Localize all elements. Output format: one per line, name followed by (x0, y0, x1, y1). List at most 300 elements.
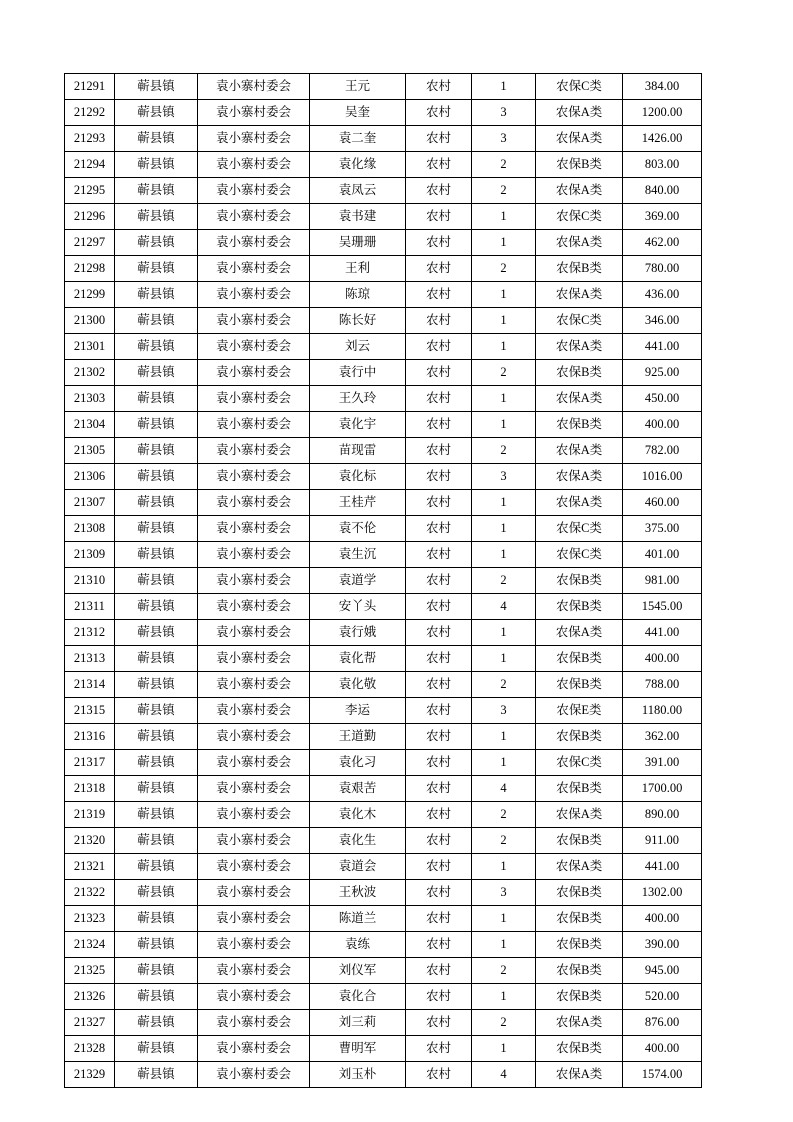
insurance-category-cell: 农保A类 (536, 620, 623, 646)
person-name-cell: 王秋波 (310, 880, 406, 906)
person-count-cell: 1 (472, 854, 536, 880)
person-name-cell: 刘云 (310, 334, 406, 360)
serial-number-cell: 21310 (65, 568, 115, 594)
residence-type-cell: 农村 (406, 334, 472, 360)
table-row (65, 412, 702, 438)
village-committee-cell: 袁小寨村委会 (198, 1010, 310, 1036)
town-name-cell: 蕲县镇 (115, 880, 198, 906)
person-name-cell: 袁化标 (310, 464, 406, 490)
amount-cell: 520.00 (623, 984, 702, 1010)
residence-type-cell: 农村 (406, 178, 472, 204)
person-name-cell: 袁道学 (310, 568, 406, 594)
insurance-category-cell: 农保A类 (536, 490, 623, 516)
table-row (65, 464, 702, 490)
table-row (65, 386, 702, 412)
amount-cell: 945.00 (623, 958, 702, 984)
village-committee-cell: 袁小寨村委会 (198, 412, 310, 438)
residence-type-cell: 农村 (406, 750, 472, 776)
table-row (65, 516, 702, 542)
town-name-cell: 蕲县镇 (115, 360, 198, 386)
town-name-cell: 蕲县镇 (115, 932, 198, 958)
amount-cell: 1302.00 (623, 880, 702, 906)
serial-number-cell: 21303 (65, 386, 115, 412)
table-row (65, 334, 702, 360)
town-name-cell: 蕲县镇 (115, 906, 198, 932)
insurance-category-cell: 农保A类 (536, 178, 623, 204)
town-name-cell: 蕲县镇 (115, 230, 198, 256)
amount-cell: 460.00 (623, 490, 702, 516)
table-row (65, 256, 702, 282)
amount-cell: 391.00 (623, 750, 702, 776)
residence-type-cell: 农村 (406, 568, 472, 594)
village-committee-cell: 袁小寨村委会 (198, 334, 310, 360)
person-count-cell: 1 (472, 620, 536, 646)
village-committee-cell: 袁小寨村委会 (198, 1062, 310, 1088)
insurance-category-cell: 农保B类 (536, 152, 623, 178)
serial-number-cell: 21323 (65, 906, 115, 932)
person-name-cell: 袁化生 (310, 828, 406, 854)
residence-type-cell: 农村 (406, 802, 472, 828)
person-count-cell: 1 (472, 750, 536, 776)
table-row (65, 672, 702, 698)
town-name-cell: 蕲县镇 (115, 672, 198, 698)
person-count-cell: 4 (472, 1062, 536, 1088)
residence-type-cell: 农村 (406, 880, 472, 906)
table-row (65, 152, 702, 178)
residence-type-cell: 农村 (406, 308, 472, 334)
town-name-cell: 蕲县镇 (115, 334, 198, 360)
town-name-cell: 蕲县镇 (115, 178, 198, 204)
town-name-cell: 蕲县镇 (115, 100, 198, 126)
table-row (65, 308, 702, 334)
insurance-category-cell: 农保B类 (536, 880, 623, 906)
town-name-cell: 蕲县镇 (115, 490, 198, 516)
person-name-cell: 曹明军 (310, 1036, 406, 1062)
town-name-cell: 蕲县镇 (115, 1010, 198, 1036)
serial-number-cell: 21325 (65, 958, 115, 984)
village-committee-cell: 袁小寨村委会 (198, 152, 310, 178)
residence-type-cell: 农村 (406, 542, 472, 568)
table-row (65, 854, 702, 880)
town-name-cell: 蕲县镇 (115, 438, 198, 464)
amount-cell: 840.00 (623, 178, 702, 204)
residence-type-cell: 农村 (406, 126, 472, 152)
data-table (64, 73, 702, 1088)
town-name-cell: 蕲县镇 (115, 386, 198, 412)
residence-type-cell: 农村 (406, 204, 472, 230)
person-name-cell: 袁道会 (310, 854, 406, 880)
person-name-cell: 袁化帮 (310, 646, 406, 672)
table-row (65, 100, 702, 126)
residence-type-cell: 农村 (406, 594, 472, 620)
amount-cell: 362.00 (623, 724, 702, 750)
amount-cell: 401.00 (623, 542, 702, 568)
amount-cell: 876.00 (623, 1010, 702, 1036)
residence-type-cell: 农村 (406, 386, 472, 412)
insurance-category-cell: 农保B类 (536, 958, 623, 984)
person-name-cell: 袁行娥 (310, 620, 406, 646)
amount-cell: 1426.00 (623, 126, 702, 152)
person-count-cell: 2 (472, 828, 536, 854)
person-name-cell: 袁行中 (310, 360, 406, 386)
town-name-cell: 蕲县镇 (115, 74, 198, 100)
insurance-category-cell: 农保C类 (536, 516, 623, 542)
serial-number-cell: 21293 (65, 126, 115, 152)
person-count-cell: 2 (472, 152, 536, 178)
residence-type-cell: 农村 (406, 646, 472, 672)
village-committee-cell: 袁小寨村委会 (198, 516, 310, 542)
town-name-cell: 蕲县镇 (115, 464, 198, 490)
residence-type-cell: 农村 (406, 516, 472, 542)
residence-type-cell: 农村 (406, 932, 472, 958)
town-name-cell: 蕲县镇 (115, 542, 198, 568)
serial-number-cell: 21316 (65, 724, 115, 750)
person-count-cell: 1 (472, 334, 536, 360)
village-committee-cell: 袁小寨村委会 (198, 880, 310, 906)
table-row (65, 984, 702, 1010)
insurance-category-cell: 农保B类 (536, 594, 623, 620)
village-committee-cell: 袁小寨村委会 (198, 256, 310, 282)
table-row (65, 178, 702, 204)
person-count-cell: 1 (472, 308, 536, 334)
table-row (65, 438, 702, 464)
village-committee-cell: 袁小寨村委会 (198, 1036, 310, 1062)
person-count-cell: 4 (472, 594, 536, 620)
insurance-category-cell: 农保B类 (536, 932, 623, 958)
person-count-cell: 2 (472, 672, 536, 698)
residence-type-cell: 农村 (406, 854, 472, 880)
insurance-category-cell: 农保A类 (536, 854, 623, 880)
residence-type-cell: 农村 (406, 412, 472, 438)
town-name-cell: 蕲县镇 (115, 412, 198, 438)
serial-number-cell: 21307 (65, 490, 115, 516)
town-name-cell: 蕲县镇 (115, 308, 198, 334)
village-committee-cell: 袁小寨村委会 (198, 932, 310, 958)
serial-number-cell: 21298 (65, 256, 115, 282)
person-name-cell: 袁凤云 (310, 178, 406, 204)
town-name-cell: 蕲县镇 (115, 594, 198, 620)
town-name-cell: 蕲县镇 (115, 724, 198, 750)
village-committee-cell: 袁小寨村委会 (198, 984, 310, 1010)
person-count-cell: 1 (472, 204, 536, 230)
person-name-cell: 王利 (310, 256, 406, 282)
serial-number-cell: 21328 (65, 1036, 115, 1062)
insurance-category-cell: 农保A类 (536, 438, 623, 464)
serial-number-cell: 21306 (65, 464, 115, 490)
amount-cell: 441.00 (623, 620, 702, 646)
town-name-cell: 蕲县镇 (115, 1036, 198, 1062)
residence-type-cell: 农村 (406, 256, 472, 282)
residence-type-cell: 农村 (406, 438, 472, 464)
person-name-cell: 苗现雷 (310, 438, 406, 464)
person-name-cell: 袁练 (310, 932, 406, 958)
town-name-cell: 蕲县镇 (115, 750, 198, 776)
insurance-category-cell: 农保C类 (536, 308, 623, 334)
town-name-cell: 蕲县镇 (115, 568, 198, 594)
person-name-cell: 袁化缘 (310, 152, 406, 178)
amount-cell: 400.00 (623, 646, 702, 672)
serial-number-cell: 21312 (65, 620, 115, 646)
town-name-cell: 蕲县镇 (115, 516, 198, 542)
table-row (65, 1010, 702, 1036)
village-committee-cell: 袁小寨村委会 (198, 776, 310, 802)
town-name-cell: 蕲县镇 (115, 776, 198, 802)
amount-cell: 1545.00 (623, 594, 702, 620)
insurance-category-cell: 农保A类 (536, 802, 623, 828)
serial-number-cell: 21305 (65, 438, 115, 464)
serial-number-cell: 21309 (65, 542, 115, 568)
amount-cell: 390.00 (623, 932, 702, 958)
residence-type-cell: 农村 (406, 360, 472, 386)
village-committee-cell: 袁小寨村委会 (198, 672, 310, 698)
person-count-cell: 2 (472, 256, 536, 282)
person-count-cell: 4 (472, 776, 536, 802)
person-name-cell: 袁化木 (310, 802, 406, 828)
insurance-category-cell: 农保A类 (536, 282, 623, 308)
village-committee-cell: 袁小寨村委会 (198, 100, 310, 126)
amount-cell: 462.00 (623, 230, 702, 256)
amount-cell: 436.00 (623, 282, 702, 308)
person-name-cell: 陈琼 (310, 282, 406, 308)
village-committee-cell: 袁小寨村委会 (198, 542, 310, 568)
table-row (65, 230, 702, 256)
person-count-cell: 1 (472, 542, 536, 568)
town-name-cell: 蕲县镇 (115, 958, 198, 984)
serial-number-cell: 21315 (65, 698, 115, 724)
insurance-category-cell: 农保B类 (536, 672, 623, 698)
residence-type-cell: 农村 (406, 776, 472, 802)
village-committee-cell: 袁小寨村委会 (198, 126, 310, 152)
person-count-cell: 2 (472, 438, 536, 464)
insurance-category-cell: 农保A类 (536, 100, 623, 126)
amount-cell: 441.00 (623, 334, 702, 360)
table-row (65, 958, 702, 984)
village-committee-cell: 袁小寨村委会 (198, 620, 310, 646)
serial-number-cell: 21313 (65, 646, 115, 672)
amount-cell: 911.00 (623, 828, 702, 854)
amount-cell: 400.00 (623, 1036, 702, 1062)
insurance-category-cell: 农保B类 (536, 906, 623, 932)
serial-number-cell: 21294 (65, 152, 115, 178)
amount-cell: 441.00 (623, 854, 702, 880)
person-count-cell: 3 (472, 880, 536, 906)
serial-number-cell: 21326 (65, 984, 115, 1010)
residence-type-cell: 农村 (406, 464, 472, 490)
table-row (65, 880, 702, 906)
person-name-cell: 刘玉朴 (310, 1062, 406, 1088)
village-committee-cell: 袁小寨村委会 (198, 386, 310, 412)
serial-number-cell: 21300 (65, 308, 115, 334)
residence-type-cell: 农村 (406, 152, 472, 178)
person-count-cell: 3 (472, 100, 536, 126)
table-row (65, 802, 702, 828)
amount-cell: 925.00 (623, 360, 702, 386)
amount-cell: 400.00 (623, 906, 702, 932)
amount-cell: 1574.00 (623, 1062, 702, 1088)
serial-number-cell: 21329 (65, 1062, 115, 1088)
village-committee-cell: 袁小寨村委会 (198, 282, 310, 308)
serial-number-cell: 21301 (65, 334, 115, 360)
person-name-cell: 李运 (310, 698, 406, 724)
insurance-category-cell: 农保B类 (536, 776, 623, 802)
person-name-cell: 袁化宇 (310, 412, 406, 438)
village-committee-cell: 袁小寨村委会 (198, 906, 310, 932)
person-count-cell: 1 (472, 984, 536, 1010)
person-name-cell: 安丫头 (310, 594, 406, 620)
serial-number-cell: 21317 (65, 750, 115, 776)
person-name-cell: 袁化习 (310, 750, 406, 776)
town-name-cell: 蕲县镇 (115, 802, 198, 828)
table-row (65, 906, 702, 932)
village-committee-cell: 袁小寨村委会 (198, 438, 310, 464)
serial-number-cell: 21304 (65, 412, 115, 438)
serial-number-cell: 21291 (65, 74, 115, 100)
person-count-cell: 1 (472, 412, 536, 438)
serial-number-cell: 21302 (65, 360, 115, 386)
village-committee-cell: 袁小寨村委会 (198, 698, 310, 724)
town-name-cell: 蕲县镇 (115, 620, 198, 646)
insurance-category-cell: 农保A类 (536, 126, 623, 152)
table-row (65, 724, 702, 750)
village-committee-cell: 袁小寨村委会 (198, 646, 310, 672)
person-name-cell: 吴奎 (310, 100, 406, 126)
table-row (65, 1036, 702, 1062)
person-name-cell: 陈道兰 (310, 906, 406, 932)
serial-number-cell: 21320 (65, 828, 115, 854)
person-count-cell: 1 (472, 1036, 536, 1062)
village-committee-cell: 袁小寨村委会 (198, 74, 310, 100)
person-count-cell: 2 (472, 802, 536, 828)
village-committee-cell: 袁小寨村委会 (198, 490, 310, 516)
table-row (65, 594, 702, 620)
residence-type-cell: 农村 (406, 958, 472, 984)
residence-type-cell: 农村 (406, 74, 472, 100)
table-row (65, 542, 702, 568)
village-committee-cell: 袁小寨村委会 (198, 568, 310, 594)
person-name-cell: 袁二奎 (310, 126, 406, 152)
amount-cell: 346.00 (623, 308, 702, 334)
town-name-cell: 蕲县镇 (115, 152, 198, 178)
insurance-category-cell: 农保B类 (536, 360, 623, 386)
village-committee-cell: 袁小寨村委会 (198, 204, 310, 230)
person-count-cell: 2 (472, 958, 536, 984)
table-row (65, 932, 702, 958)
insurance-category-cell: 农保A类 (536, 334, 623, 360)
table-row (65, 74, 702, 100)
residence-type-cell: 农村 (406, 282, 472, 308)
residence-type-cell: 农村 (406, 906, 472, 932)
amount-cell: 369.00 (623, 204, 702, 230)
insurance-category-cell: 农保C类 (536, 542, 623, 568)
town-name-cell: 蕲县镇 (115, 204, 198, 230)
table-row (65, 490, 702, 516)
residence-type-cell: 农村 (406, 1010, 472, 1036)
insurance-category-cell: 农保C类 (536, 74, 623, 100)
town-name-cell: 蕲县镇 (115, 126, 198, 152)
serial-number-cell: 21319 (65, 802, 115, 828)
amount-cell: 803.00 (623, 152, 702, 178)
residence-type-cell: 农村 (406, 100, 472, 126)
person-count-cell: 3 (472, 698, 536, 724)
person-count-cell: 2 (472, 1010, 536, 1036)
person-count-cell: 3 (472, 126, 536, 152)
person-count-cell: 2 (472, 178, 536, 204)
residence-type-cell: 农村 (406, 672, 472, 698)
amount-cell: 1180.00 (623, 698, 702, 724)
person-name-cell: 刘三莉 (310, 1010, 406, 1036)
town-name-cell: 蕲县镇 (115, 698, 198, 724)
table-row (65, 698, 702, 724)
person-count-cell: 1 (472, 74, 536, 100)
amount-cell: 1016.00 (623, 464, 702, 490)
serial-number-cell: 21322 (65, 880, 115, 906)
residence-type-cell: 农村 (406, 230, 472, 256)
serial-number-cell: 21297 (65, 230, 115, 256)
person-name-cell: 王元 (310, 74, 406, 100)
insurance-category-cell: 农保B类 (536, 724, 623, 750)
residence-type-cell: 农村 (406, 490, 472, 516)
residence-type-cell: 农村 (406, 698, 472, 724)
residence-type-cell: 农村 (406, 828, 472, 854)
amount-cell: 375.00 (623, 516, 702, 542)
insurance-category-cell: 农保E类 (536, 698, 623, 724)
person-count-cell: 1 (472, 906, 536, 932)
town-name-cell: 蕲县镇 (115, 828, 198, 854)
insurance-category-cell: 农保B类 (536, 568, 623, 594)
village-committee-cell: 袁小寨村委会 (198, 958, 310, 984)
table-row (65, 776, 702, 802)
serial-number-cell: 21318 (65, 776, 115, 802)
residence-type-cell: 农村 (406, 620, 472, 646)
village-committee-cell: 袁小寨村委会 (198, 308, 310, 334)
person-count-cell: 1 (472, 516, 536, 542)
serial-number-cell: 21299 (65, 282, 115, 308)
village-committee-cell: 袁小寨村委会 (198, 594, 310, 620)
insurance-category-cell: 农保A类 (536, 464, 623, 490)
amount-cell: 1700.00 (623, 776, 702, 802)
person-count-cell: 2 (472, 360, 536, 386)
village-committee-cell: 袁小寨村委会 (198, 464, 310, 490)
person-name-cell: 王桂芹 (310, 490, 406, 516)
person-name-cell: 袁化合 (310, 984, 406, 1010)
residence-type-cell: 农村 (406, 724, 472, 750)
serial-number-cell: 21324 (65, 932, 115, 958)
amount-cell: 788.00 (623, 672, 702, 698)
person-count-cell: 1 (472, 282, 536, 308)
town-name-cell: 蕲县镇 (115, 854, 198, 880)
person-count-cell: 1 (472, 724, 536, 750)
amount-cell: 890.00 (623, 802, 702, 828)
table-row (65, 568, 702, 594)
village-committee-cell: 袁小寨村委会 (198, 360, 310, 386)
serial-number-cell: 21295 (65, 178, 115, 204)
insurance-category-cell: 农保B类 (536, 256, 623, 282)
amount-cell: 450.00 (623, 386, 702, 412)
village-committee-cell: 袁小寨村委会 (198, 230, 310, 256)
insurance-category-cell: 农保B类 (536, 412, 623, 438)
residence-type-cell: 农村 (406, 984, 472, 1010)
town-name-cell: 蕲县镇 (115, 282, 198, 308)
person-name-cell: 袁生沉 (310, 542, 406, 568)
amount-cell: 1200.00 (623, 100, 702, 126)
table-row (65, 204, 702, 230)
table-row (65, 750, 702, 776)
person-name-cell: 王道勤 (310, 724, 406, 750)
person-name-cell: 袁书建 (310, 204, 406, 230)
insurance-category-cell: 农保B类 (536, 828, 623, 854)
serial-number-cell: 21308 (65, 516, 115, 542)
village-committee-cell: 袁小寨村委会 (198, 854, 310, 880)
